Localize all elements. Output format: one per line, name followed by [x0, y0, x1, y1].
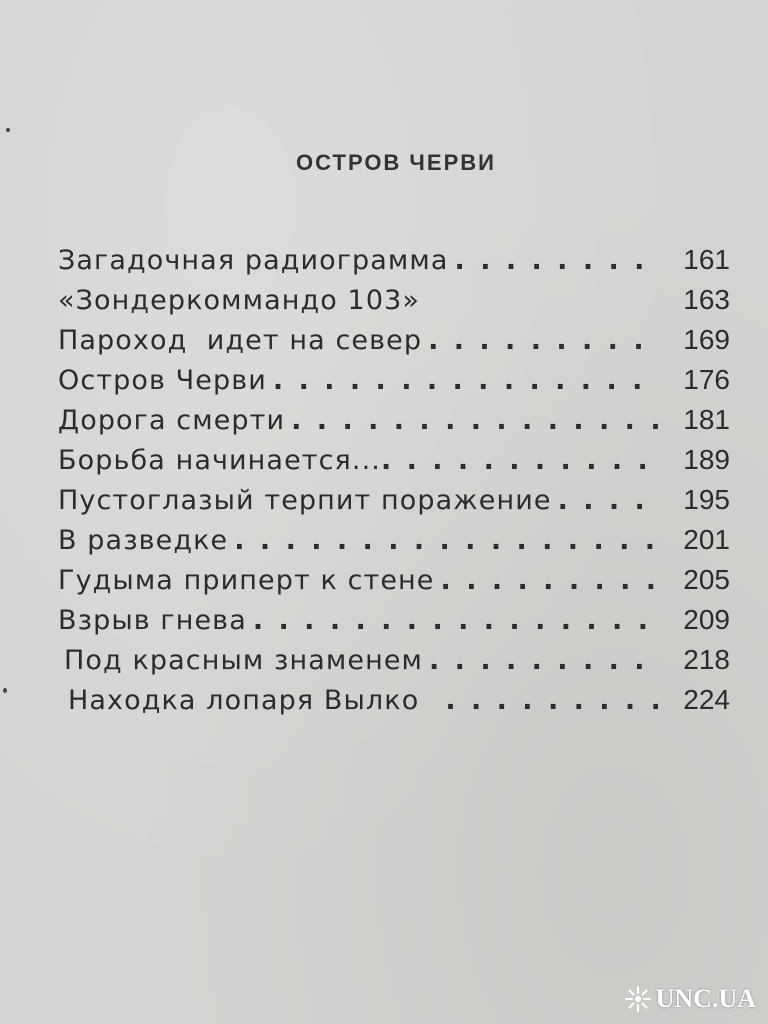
dot-leader — [381, 445, 658, 476]
starburst-logo-icon — [624, 985, 652, 1013]
toc-entry-title: «Зондеркоммандо 103» — [58, 285, 421, 316]
toc-entry-page: 218 — [683, 644, 730, 675]
dot-leader — [441, 565, 658, 596]
toc-entry — [58, 644, 730, 684]
toc-entry-title: Дорога смерти — [58, 405, 286, 436]
ink-speck — [6, 128, 10, 132]
toc-entry-title: Борьба начинается... — [58, 445, 381, 476]
dot-leader — [429, 645, 658, 676]
toc-entry — [58, 364, 730, 404]
watermark-text: UNC.UA — [655, 984, 756, 1013]
dot-leader — [234, 525, 658, 556]
watermark — [624, 984, 756, 1014]
dot-leader — [455, 245, 658, 276]
toc-entry-page: 209 — [683, 604, 730, 635]
toc-entry-title: В разведке — [58, 525, 229, 556]
toc-entry — [58, 284, 730, 324]
toc-entry — [58, 564, 730, 604]
dot-leader — [253, 605, 658, 636]
toc-entry-page: 205 — [683, 564, 730, 595]
toc-entry-title: Находка лопаря Вылко — [68, 685, 420, 716]
toc-entry-page: 181 — [683, 404, 730, 435]
toc-entry-page: 169 — [683, 324, 730, 355]
dot-leader — [445, 685, 658, 716]
toc-entry — [58, 244, 730, 284]
dot-leader — [291, 405, 658, 436]
ink-speck — [3, 688, 7, 693]
toc-entry-page: 201 — [683, 524, 730, 555]
toc-entry-page: 189 — [683, 444, 730, 475]
toc-entry — [58, 684, 730, 724]
toc-entry-title: Пустоглазый терпит поражение — [58, 485, 552, 516]
toc-entry-page: 161 — [683, 244, 730, 275]
toc-entry-title: Взрыв гнева — [58, 605, 247, 636]
table-of-contents — [58, 244, 730, 724]
toc-entry — [58, 604, 730, 644]
section-heading: ОСТРОВ ЧЕРВИ — [296, 150, 496, 175]
toc-entry-page: 195 — [683, 484, 730, 515]
toc-entry-page: 176 — [683, 364, 730, 395]
toc-entry-title: Остров Черви — [58, 365, 267, 396]
toc-entry — [58, 444, 730, 484]
toc-entry — [58, 484, 730, 524]
toc-entry-title: Под красным знаменем — [64, 645, 423, 676]
toc-entry-title: Загадочная радиограмма — [58, 245, 449, 276]
toc-entry — [58, 524, 730, 564]
dot-leader — [558, 485, 658, 516]
toc-entry-title: Пароход идет на север — [58, 325, 423, 356]
dot-leader — [428, 325, 658, 356]
dot-leader — [273, 365, 658, 396]
toc-entry-page: 224 — [683, 684, 730, 715]
toc-entry-title: Гудыма приперт к стене — [58, 565, 435, 596]
toc-entry — [58, 404, 730, 444]
toc-entry — [58, 324, 730, 364]
toc-entry-page: 163 — [683, 284, 730, 315]
